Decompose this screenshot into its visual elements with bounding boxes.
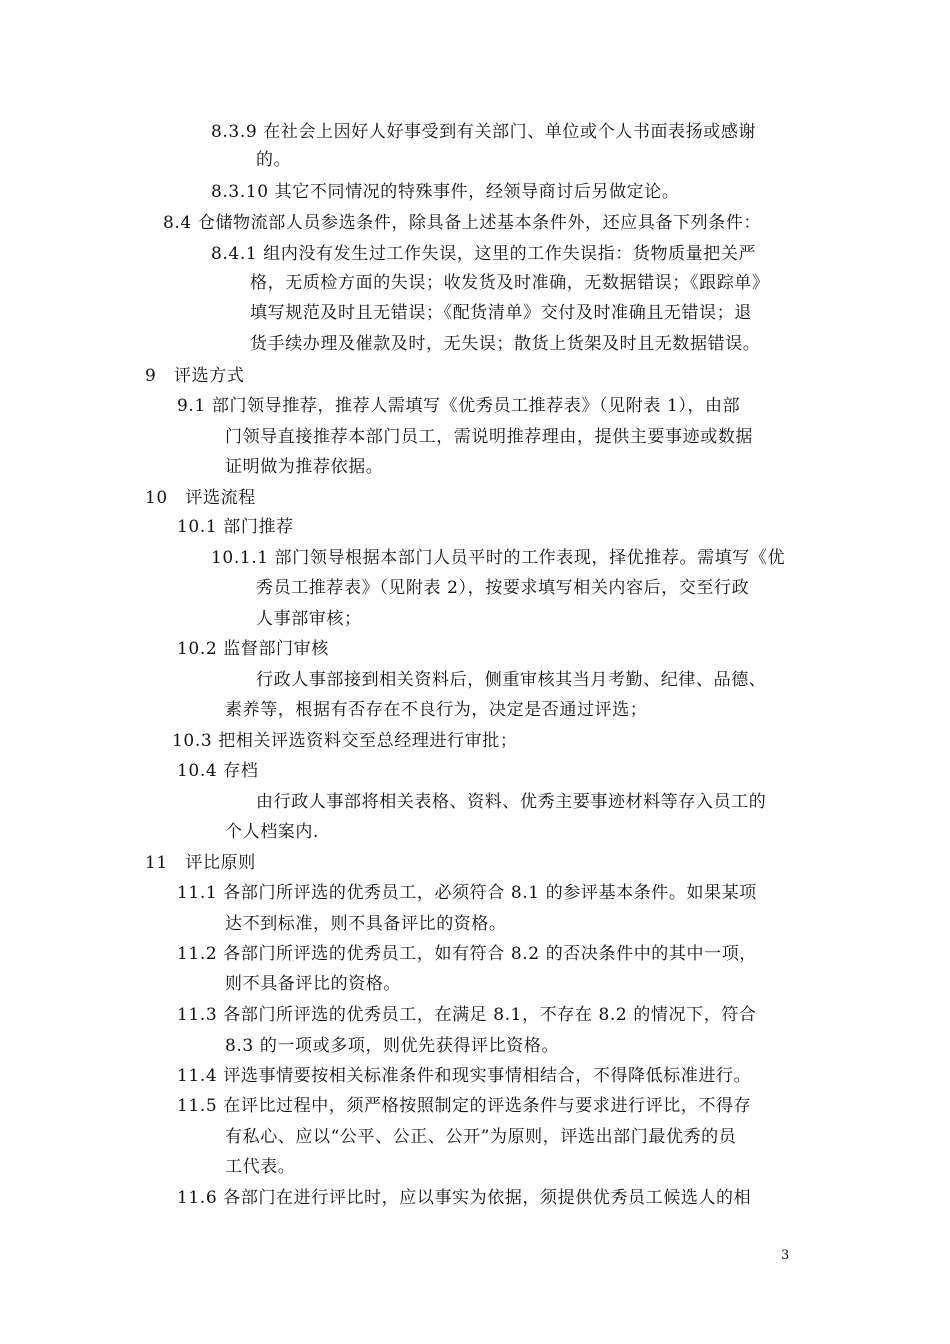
- clause-10-2: 10.2 监督部门审核: [177, 639, 329, 659]
- clause-9-1-line-1: 9.1 部门领导推荐，推荐人需填写《优秀员工推荐表》（见附表 1），由部: [177, 396, 741, 416]
- clause-10-1-1-line-2: 秀员工推荐表》（见附表 2），按要求填写相关内容后，交至行政: [256, 578, 750, 598]
- clause-8-4-1-line-1: 8.4.1 组内没有发生过工作失误，这里的工作失误指：货物质量把关严: [211, 244, 757, 264]
- clause-11-1-line-2: 达不到标准，则不具备评比的资格。: [225, 914, 507, 934]
- clause-9-1-line-3: 证明做为推荐依据。: [225, 457, 384, 477]
- clause-11-4: 11.4 评选事情要按相关标准条件和现实事情相结合，不得降低标准进行。: [177, 1066, 752, 1086]
- clause-10-2-body-line-2: 素养等，根据有否存在不良行为，决定是否通过评选；: [225, 700, 648, 720]
- clause-10-1: 10.1 部门推荐: [177, 517, 294, 537]
- clause-10-2-body-line-1: 行政人事部接到相关资料后，侧重审核其当月考勤、纪律、品德、: [256, 670, 767, 690]
- clause-11-3-line-1: 11.3 各部门所评选的优秀员工，在满足 8.1，不存在 8.2 的情况下，符合: [177, 1005, 757, 1025]
- clause-8-3-9-line-1: 8.3.9 在社会上因好人好事受到有关部门、单位或个人书面表扬或感谢: [211, 122, 757, 142]
- clause-10-3: 10.3 把相关评选资料交至总经理进行审批；: [172, 731, 518, 751]
- clause-10-4-body-line-1: 由行政人事部将相关表格、资料、优秀主要事迹材料等存入员工的: [256, 792, 767, 812]
- clause-8-4-1-line-3: 填写规范及时且无错误；《配货清单》交付及时准确且无错误；退: [250, 303, 752, 323]
- clause-8-4-1-line-4: 货手续办理及催款及时，无失误；散货上货架及时且无数据错误。: [250, 334, 761, 354]
- clause-10-1-1-line-1: 10.1.1 部门领导根据本部门人员平时的工作表现，择优推荐。需填写《优: [211, 548, 786, 568]
- clause-8-3-10: 8.3.10 其它不同情况的特殊事件，经领导商讨后另做定论。: [211, 182, 680, 202]
- clause-11-2-line-2: 则不具备评比的资格。: [225, 974, 401, 994]
- clause-11-5-line-2: 有私心、应以“公平、公正、公开”为原则，评选出部门最优秀的员: [225, 1127, 737, 1147]
- clause-11-3-line-2: 8.3 的一项或多项，则优先获得评比资格。: [225, 1036, 560, 1056]
- clause-11-1-line-1: 11.1 各部门所评选的优秀员工，必须符合 8.1 的参评基本条件。如果某项: [177, 883, 757, 903]
- clause-11-5-line-3: 工代表。: [225, 1157, 296, 1177]
- page-number: 3: [781, 1248, 790, 1263]
- section-9-heading: 9 评选方式: [145, 366, 245, 386]
- clause-11-6-line-1: 11.6 各部门在进行评比时，应以事实为依据，须提供优秀员工候选人的相: [177, 1188, 752, 1208]
- clause-10-4: 10.4 存档: [177, 761, 259, 781]
- section-11-heading: 11 评比原则: [145, 853, 256, 873]
- clause-11-5-line-1: 11.5 在评比过程中，须严格按照制定的评选条件与要求进行评比，不得存: [177, 1096, 752, 1116]
- clause-9-1-line-2: 门领导直接推荐本部门员工，需说明推荐理由，提供主要事迹或数据: [225, 427, 753, 447]
- clause-8-4-1-line-2: 格，无质检方面的失误；收发货及时准确，无数据错误；《跟踪单》: [250, 273, 770, 293]
- clause-10-1-1-line-3: 人事部审核；: [256, 609, 362, 629]
- clause-10-4-body-line-2: 个人档案内.: [225, 822, 320, 842]
- clause-8-4: 8.4 仓储物流部人员参选条件，除具备上述基本条件外，还应具备下列条件：: [163, 213, 762, 233]
- clause-8-3-9-line-2: 的。: [256, 150, 292, 170]
- section-10-heading: 10 评选流程: [145, 488, 256, 508]
- clause-11-2-line-1: 11.2 各部门所评选的优秀员工，如有符合 8.2 的否决条件中的其中一项，: [177, 944, 757, 964]
